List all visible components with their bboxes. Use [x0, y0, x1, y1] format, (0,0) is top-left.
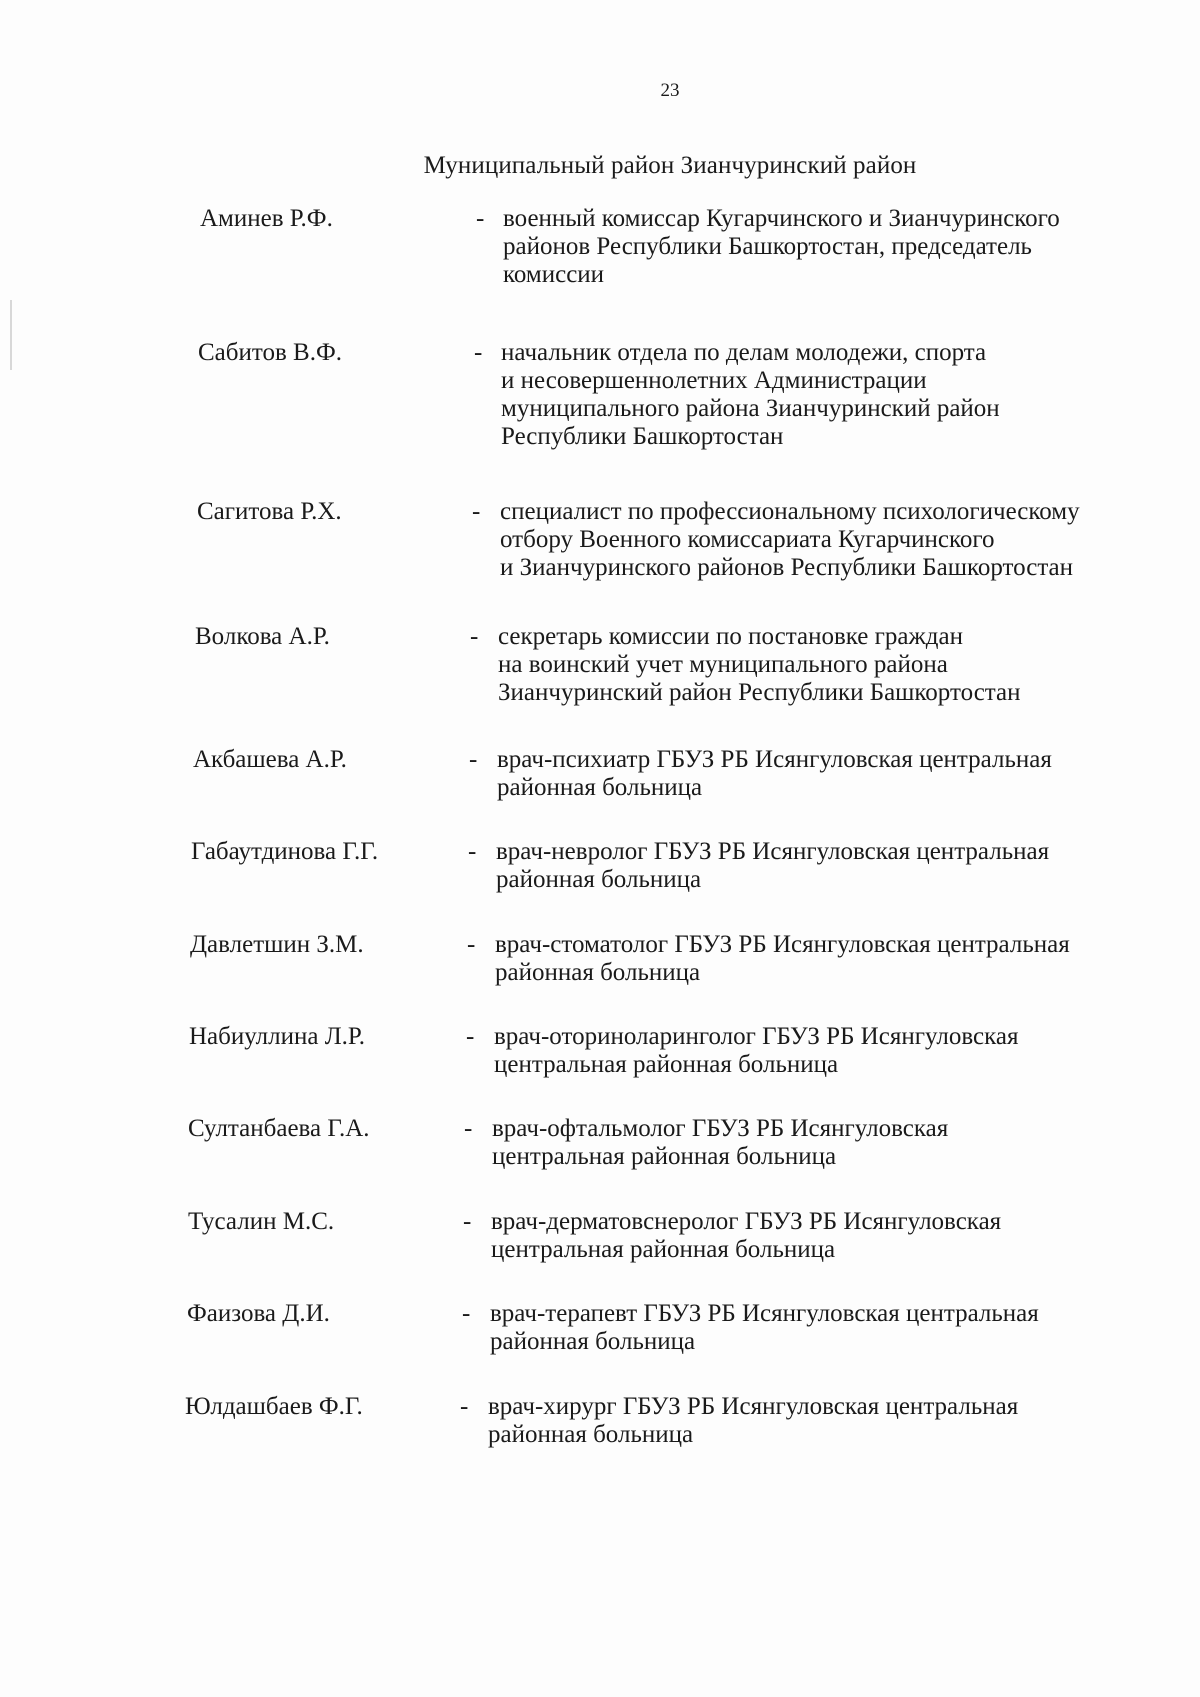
- section-title: Муниципальный район Зианчуринский район: [423, 152, 917, 179]
- member-name: Аминев Р.Ф.: [200, 205, 333, 232]
- separator-dash: -: [466, 1023, 475, 1050]
- member-name: Акбашева А.Р.: [193, 746, 347, 773]
- member-name: Тусалин М.С.: [188, 1208, 335, 1235]
- page-number: 23: [660, 80, 680, 101]
- member-role: врач-психиатр ГБУЗ РБ Исянгуловская центральная районная больница: [497, 746, 1052, 801]
- member-name: Волкова А.Р.: [195, 623, 330, 650]
- member-role: секретарь комиссии по постановке граждан на воинский учет муниципального района Зианчуринский район Республики Башкортостан: [498, 623, 1021, 706]
- member-role: врач-дерматовснеролог ГБУЗ РБ Исянгуловская центральная районная больница: [491, 1208, 1002, 1263]
- member-role: врач-хирург ГБУЗ РБ Исянгуловская центральная районная больница: [488, 1393, 1019, 1448]
- member-role: начальник отдела по делам молодежи, спорта и несовершеннолетних Администрации муниципального района Зианчуринский район Республики Башкортостан: [501, 339, 1000, 450]
- member-name: Габаутдинова Г.Г.: [191, 838, 379, 865]
- member-role: врач-невролог ГБУЗ РБ Исянгуловская центральная районная больница: [496, 838, 1050, 893]
- separator-dash: -: [467, 931, 476, 958]
- member-name: Султанбаева Г.А.: [188, 1115, 370, 1142]
- separator-dash: -: [462, 1300, 471, 1327]
- member-name: Давлетшин З.М.: [190, 931, 364, 958]
- member-role: врач-оториноларинголог ГБУЗ РБ Исянгуловская центральная районная больница: [494, 1023, 1019, 1078]
- member-name: Фаизова Д.И.: [187, 1300, 330, 1327]
- separator-dash: -: [464, 1115, 473, 1142]
- member-name: Сагитова Р.Х.: [197, 498, 342, 525]
- member-role: врач-стоматолог ГБУЗ РБ Исянгуловская центральная районная больница: [495, 931, 1070, 986]
- separator-dash: -: [470, 623, 479, 650]
- separator-dash: -: [474, 339, 483, 366]
- separator-dash: -: [468, 838, 477, 865]
- separator-dash: -: [476, 205, 485, 232]
- member-role: военный комиссар Кугарчинского и Зианчуринского районов Республики Башкортостан, председатель комиссии: [503, 205, 1060, 288]
- member-name: Юлдашбаев Ф.Г.: [185, 1393, 363, 1420]
- separator-dash: -: [472, 498, 481, 525]
- member-name: Сабитов В.Ф.: [198, 339, 342, 366]
- separator-dash: -: [469, 746, 478, 773]
- member-role: специалист по профессиональному психологическому отбору Военного комиссариата Кугарчинского и Зианчуринского районов Республики Башкортостан: [500, 498, 1080, 581]
- member-role: врач-терапевт ГБУЗ РБ Исянгуловская центральная районная больница: [490, 1300, 1039, 1355]
- scan-margin-mark: [10, 300, 12, 370]
- member-name: Набиуллина Л.Р.: [189, 1023, 365, 1050]
- separator-dash: -: [463, 1208, 472, 1235]
- separator-dash: -: [460, 1393, 469, 1420]
- member-role: врач-офтальмолог ГБУЗ РБ Исянгуловская центральная районная больница: [492, 1115, 949, 1170]
